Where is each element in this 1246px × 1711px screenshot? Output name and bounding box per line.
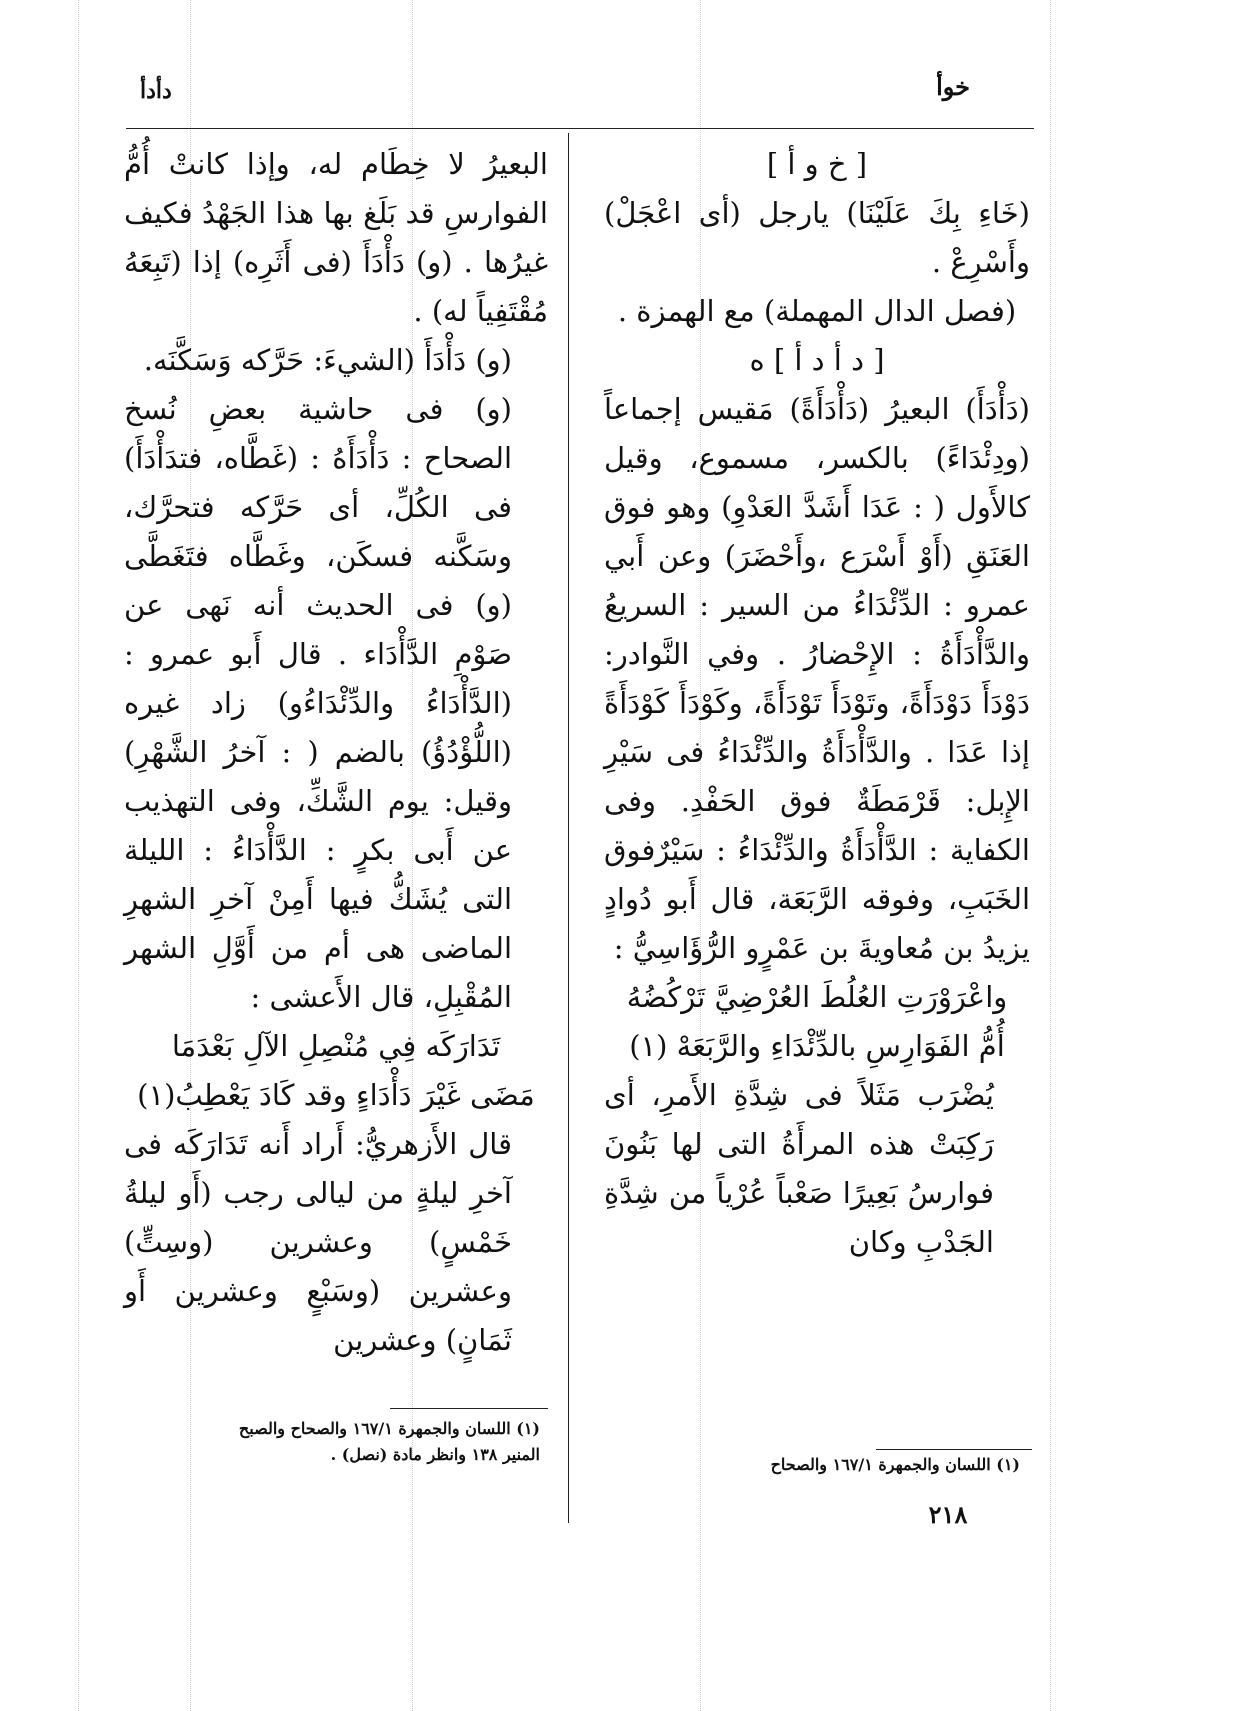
page-number: ٢١٨ [928,1500,968,1529]
footnote-rule [390,1408,548,1409]
section-heading: (فصل الدال المهملة) مع الهمزة . [617,294,1017,328]
verse-line: واعْرَوْرَتِ العُلُطَ العُرْضِيَّ تَرْكُضُهُ [626,980,1008,1014]
verse-line: تَدَارَكَه فِي مُنْصِلِ الآلِ بَعْدَمَا [171,1029,501,1063]
footnote-right: (١) اللسان والجمهرة ١٦٧/١ والصحاح [770,1455,1020,1474]
entry-heading: [ خ و أ ] [766,147,868,181]
right-column [604,140,1030,1267]
entry-text: (خَاءِ بِكَ عَلَيْنَا) يارجل (أى اعْجَلْ) وأَسْرِعْ . [604,196,1030,279]
column-divider [568,133,569,1523]
header-rule [126,128,1034,129]
entry-heading: [ د أ د أ ] ه [749,343,885,377]
running-head-right: خوأ [936,72,970,101]
footnote-rule [876,1449,1032,1450]
left-column [124,140,548,1365]
footnote-left: (١) اللسان والجمهرة ١٦٧/١ والصحاح والصبح المنير ١٣٨ وانظر مادة (نصل) . [238,1419,540,1464]
entry-text: يُضْرَب مَثَلاً فى شِدَّةِ الأَمرِ، أى رَكِبَتْ هذه المرأَةُ التى لها بَنُونَ فوارسُ بَعِيرًا صَعْباً عُرْياً من شِدَّةِ الجَدْبِ وكان [604,1078,994,1259]
scan-guide-line [1050,0,1051,1711]
running-head-left: دأدأ [140,78,172,104]
entry-text: (و) دَأْدَأَ (الشيءَ: حَرَّكه وَسَكَّنَه. [143,343,512,377]
verse-line: أُمُّ الفَوَارِسِ بالدِّئْدَاءِ والرَّبَعَهْ (١) [629,1029,1005,1063]
scan-guide-line [78,0,79,1711]
entry-text: البعيرُ لا خِطَام له، وإذا كانتْ أُمُّ الفوارسِ قد بَلَغ بها هذا الجَهْدُ فكيف غيرُها . (و) دَأْدَأَ (فى أَثَرِه) إذا (تَبِعَهُ مُقْتَفِياً له) . [124,147,548,328]
entry-text: (دَأْدَأَ) البعيرُ (دَأْدَأَةً) مَقيس إجماعاً (ودِئْدَاءً) بالكسر، مسموع، وقيل كالأَول ( : عَدَا أَشَدَّ العَدْوِ) وهو فوق العَنَقِ (أَوْ أَسْرَع ،وأَحْضَرَ) وعن أَبي عمرو : الدِّئْدَاءُ من السير : السريعُ والدَّأْدَأَةُ : الإِحْضارُ . وفي النَّوادر: دَوْدَأَ دَوْدَأَةً، وتَوْدَأَ تَوْدَأَةً، وكَوْدَأَ كَوْدَأَةً إذا عَدَا . والدَّأْدَأَةُ والدِّئْدَاءُ فى سَيْرِ الإِبل: قَرْمَطَةٌ فوق الحَفْدِ. وفى الكفاية : الدَّأْدَأَةُ والدِّئْدَاءُ : سَيْرٌفوق الخَبَبِ، وفوقه الرَّبَعَة، قال أَبو دُوادٍ يزيدُ بن مُعاويةَ بن عَمْرٍو الرُّؤَاسِيُّ : [604,392,1030,965]
entry-text: (و) فى حاشية بعضِ نُسخ الصحاح : دَأْدَأَهُ : (غَطَّاه، فتدَأْدَأَ) فى الكُلِّ، أى حَرَّكه فتحرَّك، وسَكَّنه فسكَن، وغَطَّاه فتَغَطَّى (و) فى الحديث أنه نَهى عن صَوْمِ الدَّأْدَاء . قال أَبو عمرو : (الدَّأْدَاءُ والدِّئْدَاءُو) زاد غيره (اللُّؤْدُؤُ) بالضم ( : آخرُ الشَّهْرِ) وقيل: يوم الشَّكِّ، وفى التهذيب عن أَبى بكرٍ : الدَّأْدَاءُ : الليلة التى يُشَكُّ فيها أَمِنْ آخرِ الشهرِ الماضى هى أم من أَوَّلِ الشهر المُقْبِلِ، قال الأَعشى : [124,392,512,1014]
entry-text: قال الأَزهريُّ: أَراد أَنه تَدَارَكَه فى آخرِ ليلةٍ من ليالى رجب (أَو ليلةُ خَمْسٍ) وعشرين (وسِتٍّ) وعشرين (وسَبْعٍ وعشرين أَو ثَمَانٍ) وعشرين [124,1127,512,1357]
verse-line: مَضَى غَيْرَ دَأْدَاءٍ وقد كَادَ يَعْطِبُ(١) [137,1078,535,1112]
